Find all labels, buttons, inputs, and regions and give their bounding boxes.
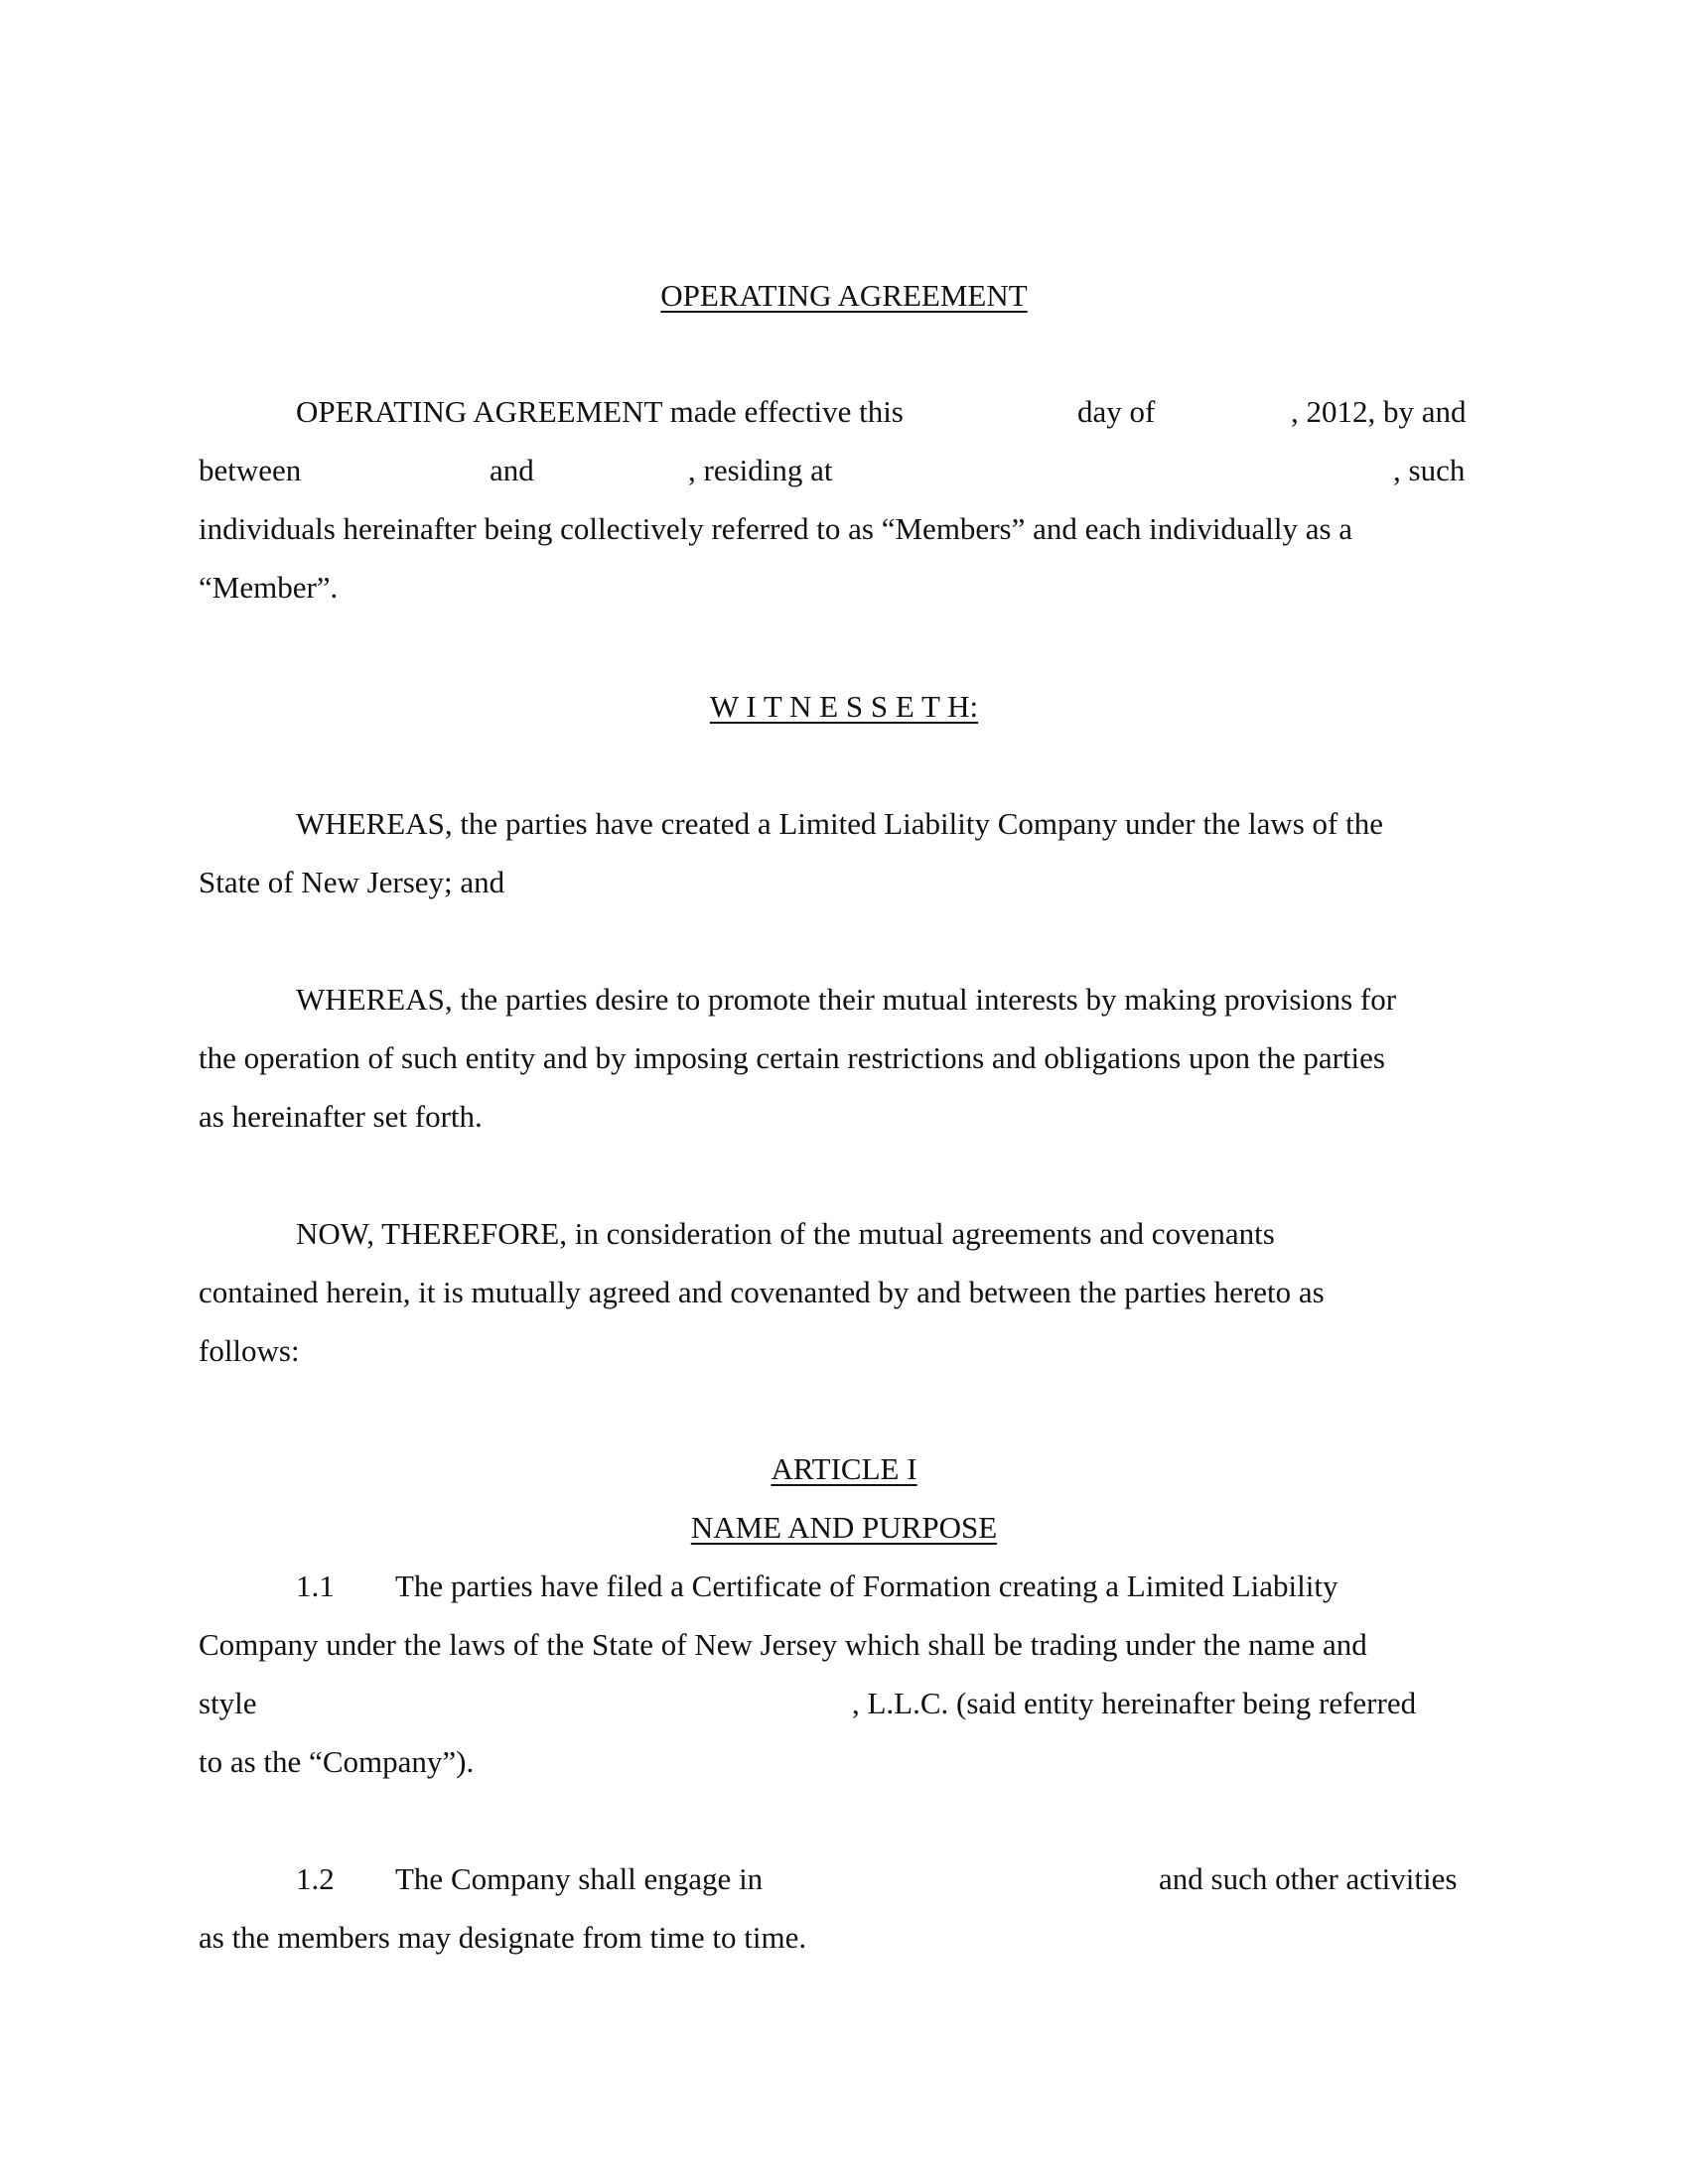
whereas2-line-2: the operation of such entity and by imposing certain restrictions and obligations upon the parties — [199, 1040, 1385, 1075]
intro-line-2-part-4: , such — [1393, 453, 1466, 487]
whereas2-line-1: WHEREAS, the parties desire to promote their mutual interests by making provisions for — [296, 982, 1397, 1017]
section-1-2-line-1-part-1: The Company shall engage in — [395, 1861, 764, 1896]
now-therefore-line-2: contained herein, it is mutually agreed and covenanted by and between the parties hereto as — [199, 1275, 1325, 1309]
article-heading: NAME AND PURPOSE — [690, 1510, 998, 1545]
whereas2-line-3: as hereinafter set forth. — [199, 1099, 483, 1134]
section-1-1-line-2: Company under the laws of the State of New Jersey which shall be trading under the name and — [199, 1627, 1367, 1662]
section-1-1-line-3-part-1: style — [199, 1686, 257, 1720]
witnesseth-heading: W I T N E S S E T H: — [709, 689, 979, 724]
intro-line-2-part-3: , residing at — [688, 453, 833, 487]
intro-line-2-part-1: between — [199, 453, 302, 487]
intro-line-2-part-2: and — [490, 453, 534, 487]
now-therefore-line-3: follows: — [199, 1333, 300, 1368]
intro-line-1-part-3: , 2012, by and — [1291, 394, 1467, 429]
intro-line-4: “Member”. — [199, 570, 339, 605]
now-therefore-line-1: NOW, THEREFORE, in consideration of the mutual agreements and covenants — [296, 1216, 1275, 1251]
section-1-1-line-1: The parties have filed a Certificate of Formation creating a Limited Liability — [395, 1569, 1338, 1603]
section-1-1-number: 1.1 — [296, 1569, 335, 1603]
intro-line-1-part-2: day of — [1077, 394, 1156, 429]
section-1-2-line-1-part-2: and such other activities — [1159, 1861, 1458, 1896]
section-1-2-line-2: as the members may designate from time to time. — [199, 1920, 807, 1955]
section-1-1-line-3-part-2: , L.L.C. (said entity hereinafter being referred — [852, 1686, 1417, 1720]
document-title: OPERATING AGREEMENT — [660, 278, 1028, 313]
section-1-1-line-4: to as the “Company”). — [199, 1744, 475, 1779]
whereas1-line-2: State of New Jersey; and — [199, 865, 505, 899]
article-number: ARTICLE I — [771, 1451, 917, 1486]
intro-line-3: individuals hereinafter being collectively referred to as “Members” and each individually as a — [199, 511, 1353, 546]
intro-line-1-part-1: OPERATING AGREEMENT made effective this — [296, 394, 904, 429]
whereas1-line-1: WHEREAS, the parties have created a Limited Liability Company under the laws of the — [296, 806, 1384, 841]
section-1-2-number: 1.2 — [296, 1861, 335, 1896]
